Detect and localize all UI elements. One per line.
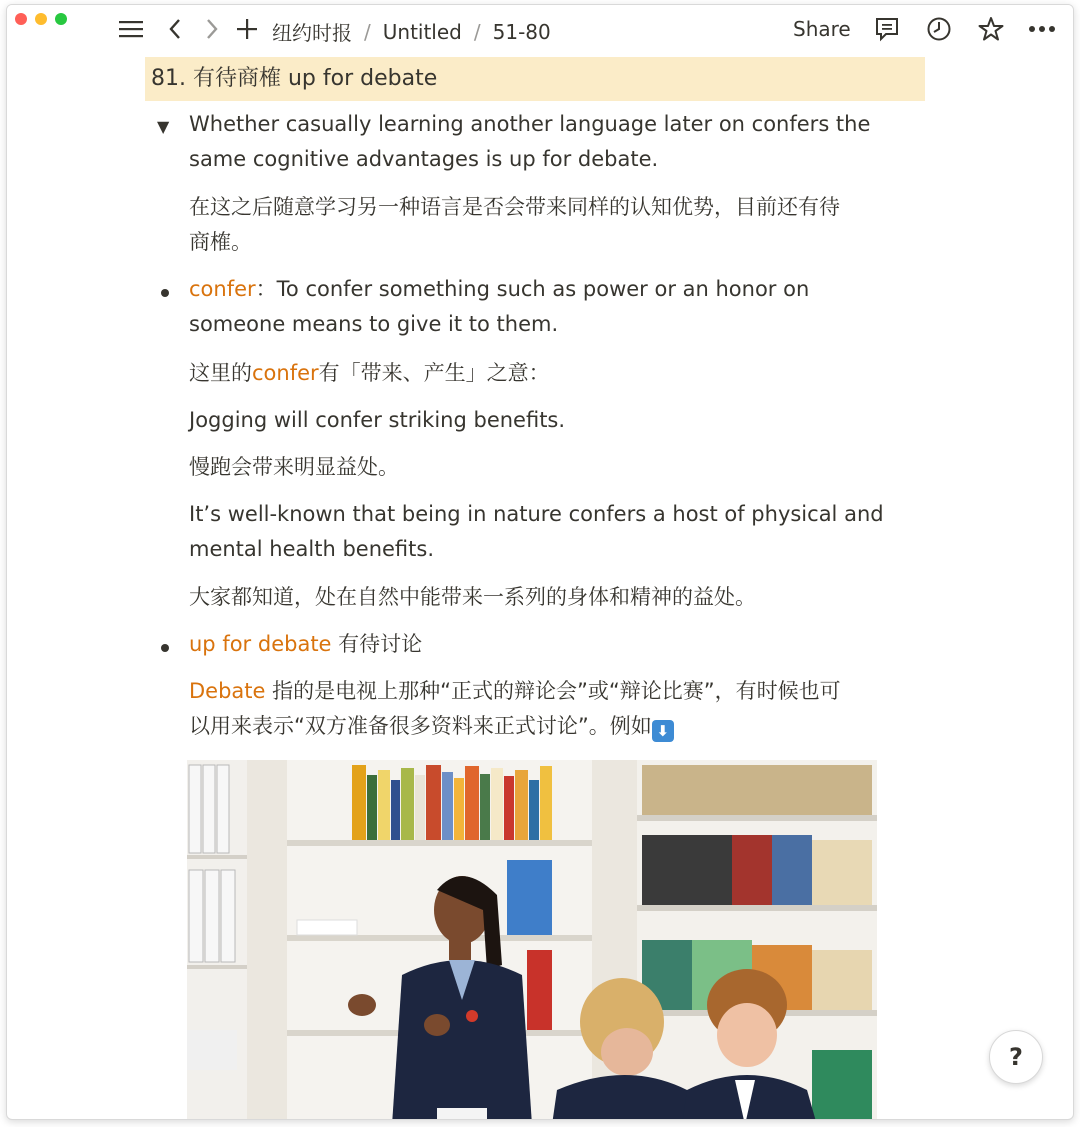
add-icon[interactable] [235, 15, 259, 43]
example-en-2: It’s well-known that being in nature confers a host of physical and mental health benefits. [189, 502, 884, 561]
top-bar [7, 5, 1073, 53]
menu-icon[interactable] [117, 15, 145, 43]
breadcrumb-separator: / [473, 19, 481, 44]
comment-icon[interactable] [873, 15, 901, 43]
star-icon[interactable] [977, 15, 1005, 43]
help-button[interactable]: ? [989, 1030, 1043, 1084]
confer-note: 这里的confer有「带来、产生」之意： [189, 361, 550, 385]
bullet-up-for-debate: up for debate 有待讨论 [189, 632, 423, 656]
breadcrumb-root[interactable]: 纽约时报 [272, 21, 352, 45]
toggle-arrow-icon[interactable]: ▼ [157, 117, 170, 136]
breadcrumb-parent[interactable]: Untitled [382, 19, 462, 44]
bullet-confer: confer：To confer something such as power or an honor on someone means to give it to them. [189, 277, 810, 336]
history-icon[interactable] [925, 15, 953, 43]
down-arrow-icon: ⬇ [652, 720, 674, 742]
example-cn-2: 大家都知道，处在自然中能带来一系列的身体和精神的益处。 [189, 585, 756, 609]
breadcrumb [272, 17, 551, 46]
back-icon[interactable] [165, 15, 185, 43]
bullet-dot [161, 289, 169, 297]
example-cn-1: 慢跑会带来明显益处。 [189, 455, 399, 479]
toggle-text[interactable]: Whether casually learning another language later on confers the same cognitive advantages is up for debate. [189, 112, 871, 171]
maximize-window-button[interactable] [55, 13, 67, 25]
debate-explanation: Debate 指的是电视上那种“正式的辩论会”或“辩论比赛”，有时候也可 以用来表示“双方准备很多资料来正式讨论”。例如 ⬇ [189, 679, 841, 740]
forward-icon[interactable] [202, 15, 222, 43]
debate-photo [187, 760, 877, 1120]
breadcrumb-separator: / [364, 19, 371, 44]
close-window-button[interactable] [15, 13, 27, 25]
app-window [6, 4, 1074, 1120]
bullet-dot [161, 644, 169, 652]
example-en-1: Jogging will confer striking benefits. [189, 408, 566, 432]
breadcrumb-current[interactable]: 51-80 [492, 19, 551, 44]
toggle-translation: 在这之后随意学习另一种语言是否会带来同样的认知优势，目前还有待 商榷。 [189, 195, 840, 254]
term-confer: confer [189, 277, 256, 301]
more-icon[interactable] [1027, 15, 1057, 43]
page-heading: 81. 有待商榷 up for debate [145, 57, 925, 101]
minimize-window-button[interactable] [35, 13, 47, 25]
page-content [7, 53, 1073, 1120]
share-button[interactable]: Share [793, 17, 851, 41]
